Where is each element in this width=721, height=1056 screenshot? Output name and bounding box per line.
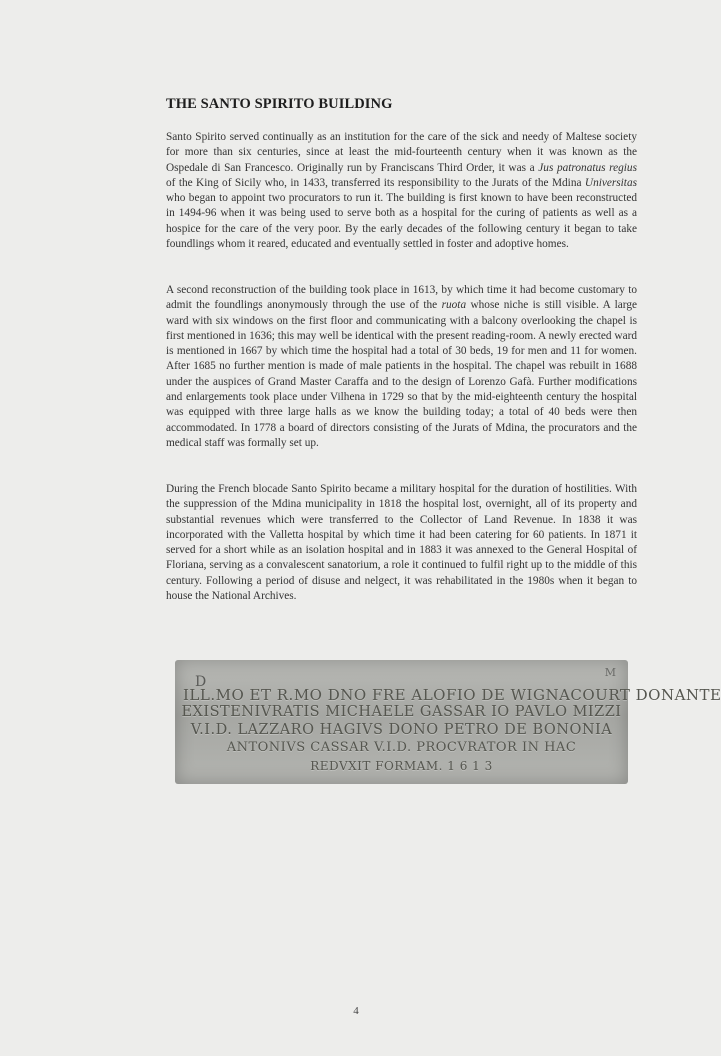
text-run: Santo Spirito served continually as an institution for the care of the sick and needy of Maltese society for more than six centuries, since at least the mid-fourteenth century when it was known as the Ospedale di San Francesco. Originally run by Franciscans Third Order, it was a [166, 131, 637, 174]
page-number: 4 [353, 1005, 359, 1017]
inscription-line: ANTONIVS CASSAR V.I.D. PROCVRATOR IN HAC [226, 740, 577, 755]
inscription-line: ILL.MO ET R.MO DNO FRE ALOFIO DE WIGNACOURT DONANTE [183, 686, 721, 704]
inscription-line: V.I.D. LAZZARO HAGIVS DONO PETRO DE BONONIA [190, 722, 613, 738]
paragraph-2 [166, 283, 637, 451]
inscription-photo [175, 660, 721, 784]
paragraph-1 [166, 130, 637, 252]
inscription-line: REDVXIT FORMAM. 1 6 1 3 [310, 759, 493, 773]
text-run: A second reconstruction of the building took place in 1613, by which time it had become customary to admit the foundlings anonymously through the use of the [166, 284, 637, 312]
text-run: of the King of Sicily who, in 1433, transferred its responsibility to the Jurats of the Mdina [166, 176, 585, 189]
italic-term: Universitas [584, 176, 637, 189]
text-run: whose niche is still visible. A large ward with six windows on the first floor and communicating with a balcony overlooking the chapel is first mentioned in 1636; this may well be identical with the present reading-room. A newly erected ward is mentioned in 1667 by which time the hospital had a total of 30 beds, 19 for men and 11 for women. After 1685 no further mention is made of male patients in the hospital. The chapel was rebuilt in 1688 under the auspices of Grand Master Caraffa and to the design of Lorenzo Gafà. Further modifications and enlargements took place under Vilhena in 1729 so that by the mid-eighteenth century the hospital was equipped with three large halls as we know the building today; a total of 40 beds were then accommodated. In 1778 a board of directors consisting of the Jurats of Mdina, the procurators and the medical staff was formally set up. [166, 299, 637, 449]
text-run: During the French blocade Santo Spirito became a military hospital for the duration of hostilities. With the suppression of the Mdina municipality in 1818 the hospital lost, overnight, all of its property and substantial revenues which were transferred to the Collector of Land Revenue. In 1838 it was incorporated with the Valletta hospital by which time it had been catering for 60 patients. In 1871 it served for a short while as an isolation hospital and in 1883 it was annexed to the General Hospital of Floriana, serving as a convalescent sanatorium, a role it continued to fulfil right up to the middle of this century. Following a period of disuse and nelgect, it was rehabilitated in the 1980s when it began to house the National Archives. [166, 483, 637, 603]
inscription-line: EXISTENIVRATIS MICHAELE GASSAR IO PAVLO MIZZI [181, 704, 622, 720]
inscription-corner-mark: M [604, 666, 616, 679]
text-run: who began to appoint two procurators to run it. The building is first known to have been reconstructed in 1494-96 when it was being used to serve both as a hospital for the curing of patients as well as a hospice for the care of the very poor. By the early decades of the following century it began to take foundlings whom it reared, educated and eventually settled in foster and adoptive homes. [166, 192, 637, 251]
italic-term: ruota [441, 299, 467, 312]
italic-term: Jus patronatus regius [538, 161, 637, 174]
inscription-corner-mark: D [195, 674, 207, 690]
section-title: THE SANTO SPIRITO BUILDING [166, 96, 393, 112]
paragraph-3 [166, 482, 637, 604]
